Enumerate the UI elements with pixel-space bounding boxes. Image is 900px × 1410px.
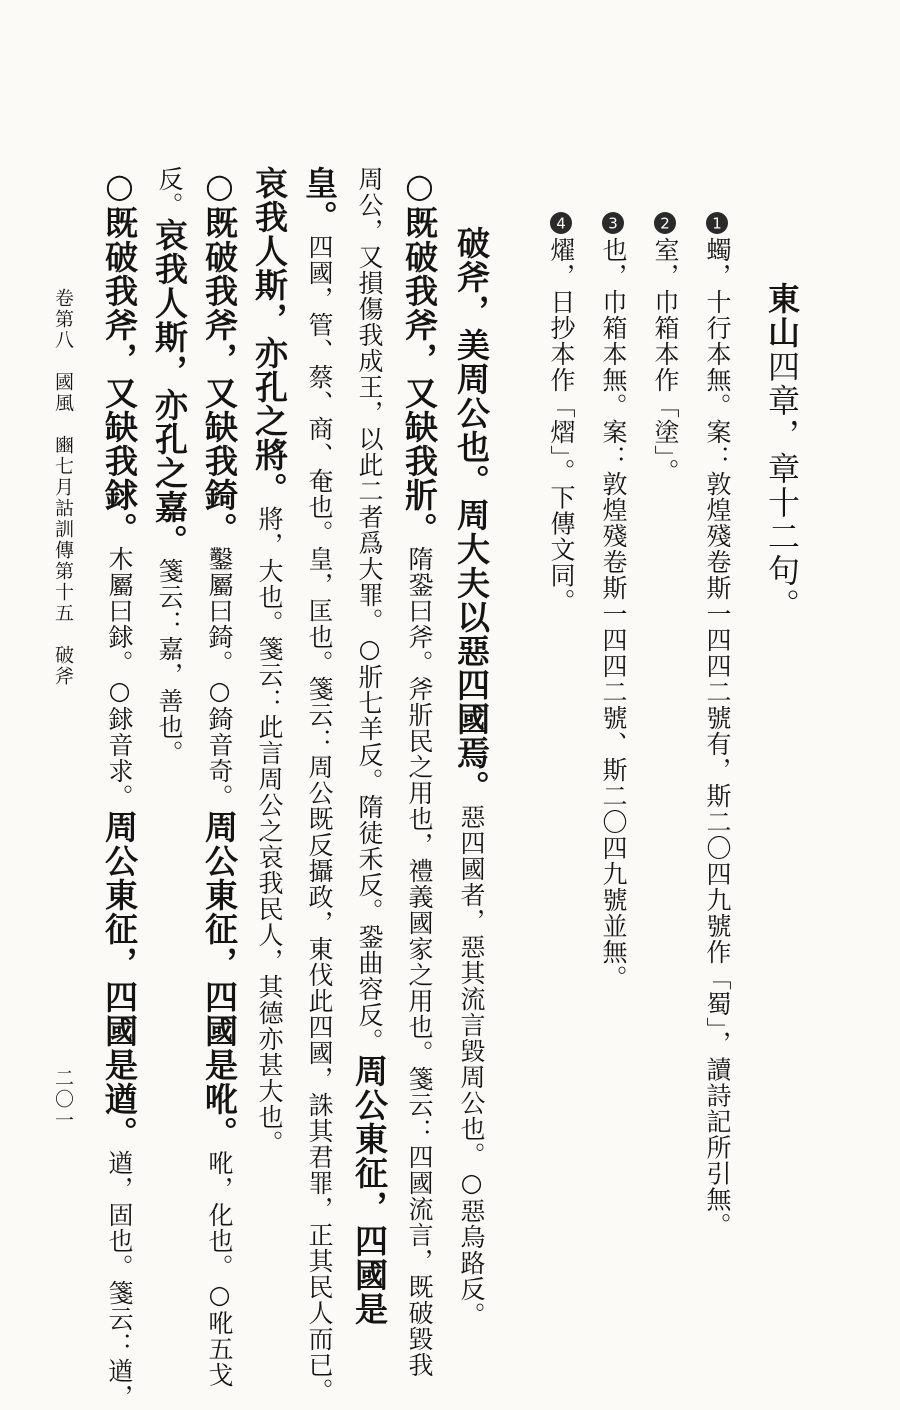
verse-text: ○既破我斧，又缺我銶。 bbox=[100, 166, 139, 546]
commentary-text: 遒，固也。箋云：遒， bbox=[105, 1150, 134, 1410]
footnote-text: 燿，日抄本作「熠」。下傳文同。 bbox=[547, 237, 576, 615]
text-column-2 bbox=[400, 166, 439, 1378]
verse-text: ○既破我斧，又缺我錡。 bbox=[200, 166, 239, 546]
verse-text: 破斧，美周公也。周大夫以惡四國焉。 bbox=[452, 226, 491, 804]
text-column-1 bbox=[452, 226, 491, 1328]
footnote-3 bbox=[601, 212, 626, 991]
text-column-3 bbox=[350, 166, 389, 1326]
text-column-4 bbox=[300, 166, 339, 1404]
footnote-text: 蠋，十行本無。案：敦煌殘卷斯一四四二號有，斯二〇四九號作「蜀」，讀詩記所引無。 bbox=[703, 237, 732, 1239]
text-column-6 bbox=[200, 166, 239, 1388]
verse-text: 周公東征，四國是 bbox=[350, 1054, 389, 1326]
verse-text: 周公東征，四國是吪。 bbox=[200, 810, 239, 1150]
commentary-text: 箋云：嘉，善也。 bbox=[155, 558, 184, 766]
verse-text: ○既破我斧，又缺我斨。 bbox=[400, 166, 439, 546]
footnote-number: 3 bbox=[602, 212, 624, 234]
text-column-7 bbox=[150, 166, 189, 766]
verse-text: 皇。 bbox=[300, 166, 339, 234]
commentary-text: 隋銎曰斧。斧斨民之用也，禮義國家之用也。箋云：四國流言，既破毀我 bbox=[405, 546, 434, 1378]
verse-text: 周公東征，四國是遒。 bbox=[100, 810, 139, 1150]
verse-text: 哀我人斯，亦孔之嘉。 bbox=[150, 218, 189, 558]
verse-text: 哀我人斯，亦孔之將。 bbox=[250, 166, 289, 506]
footnote-number: 2 bbox=[654, 212, 676, 234]
text-column-5 bbox=[250, 166, 289, 1156]
commentary-text: 周公，又損傷我成王，以此二者爲大罪。○斨七羊反。隋徒禾反。銎曲容反。 bbox=[355, 166, 384, 1054]
footnote-number: 1 bbox=[706, 212, 728, 234]
footnote-1 bbox=[705, 212, 730, 1239]
section-title bbox=[763, 282, 801, 622]
footnote-text: 室，巾箱本作「塗」。 bbox=[651, 237, 680, 485]
running-head: 卷第八 國風 豳七月詁訓傳第十五 破斧 bbox=[52, 288, 74, 687]
footnote-number: 4 bbox=[550, 212, 572, 234]
section-title-rest: 四章，章十二句。 bbox=[763, 350, 801, 622]
footnote-2 bbox=[653, 212, 678, 485]
text-column-8 bbox=[100, 166, 139, 1410]
commentary-text: 木屬曰銶。○銶音求。 bbox=[105, 546, 134, 810]
commentary-text: 鑿屬曰錡。○錡音奇。 bbox=[205, 546, 234, 810]
commentary-text: 惡四國者，惡其流言毀周公也。○惡烏路反。 bbox=[457, 804, 486, 1328]
page-number: 二〇一 bbox=[52, 1068, 74, 1131]
footnote-4 bbox=[549, 212, 574, 615]
footnote-text: 也，巾箱本無。案：敦煌殘卷斯一四四二號、斯二〇四九號並無。 bbox=[599, 237, 628, 991]
commentary-text: 吪，化也。○吪五戈 bbox=[205, 1150, 234, 1388]
commentary-text: 反。 bbox=[155, 166, 184, 218]
commentary-text: 四國，管、蔡、商、奄也。皇，匡也。箋云：周公既反攝政，東伐此四國，誅其君罪，正其民人而已。 bbox=[305, 234, 334, 1404]
commentary-text: 將，大也。箋云：此言周公之哀我民人，其德亦甚大也。 bbox=[255, 506, 284, 1156]
section-title-head: 東山 bbox=[763, 282, 801, 350]
